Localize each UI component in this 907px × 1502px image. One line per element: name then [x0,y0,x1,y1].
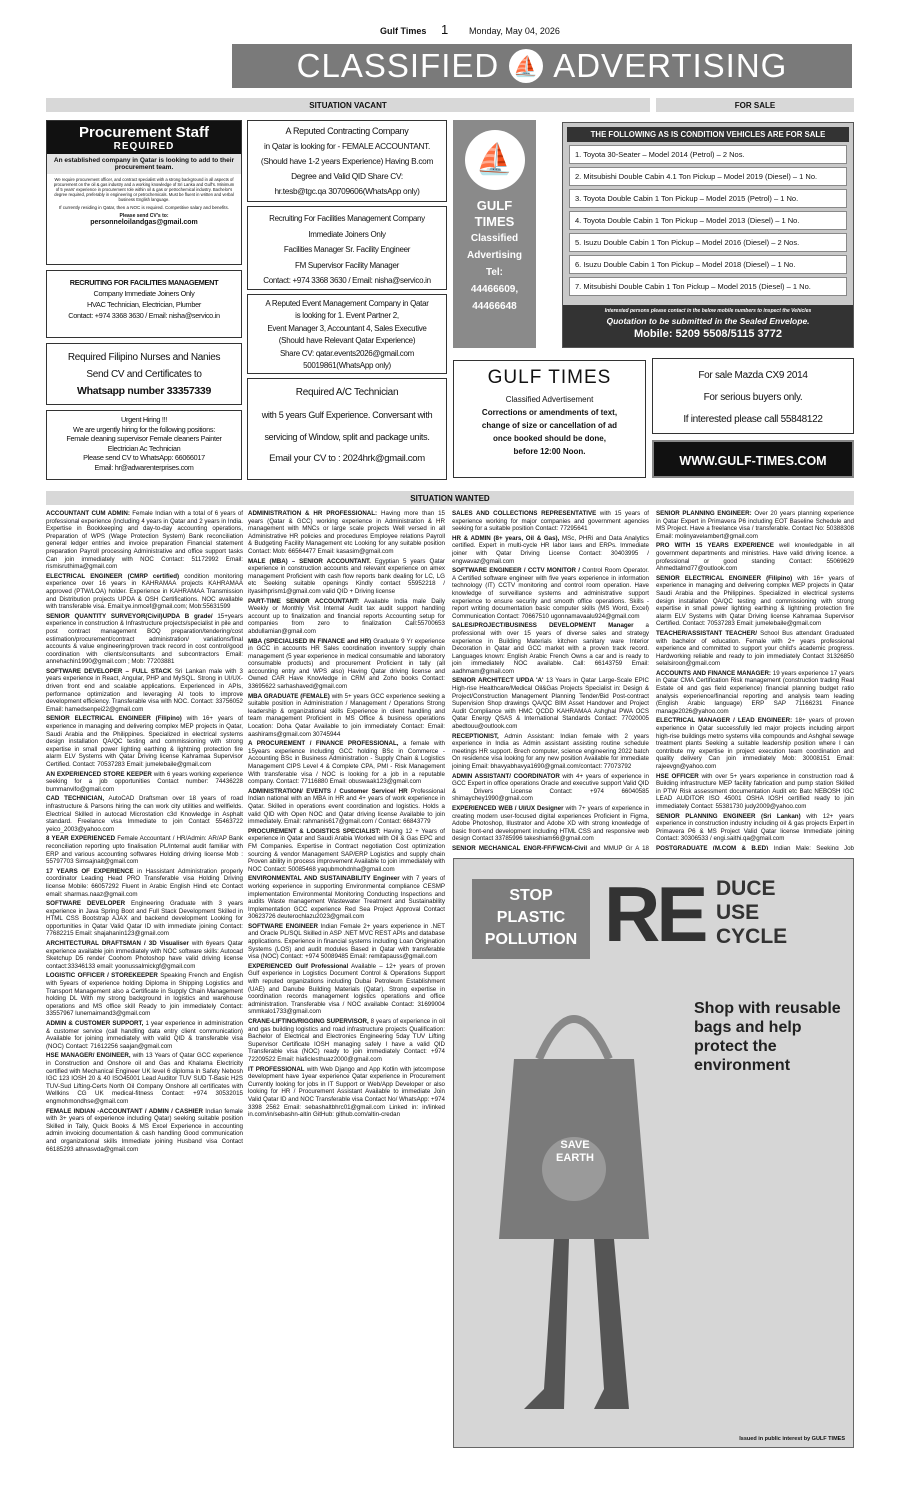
gt-notice-line: Corrections or amendments of text, [481,408,618,417]
vehicles-mobile: Mobile: 5209 5508/5115 3772 [634,328,782,340]
wanted-listing [248,558,445,596]
wanted-listing-heading: SENIOR PLANNING ENGINEER (Sri Lankan) [656,812,801,820]
section-for-sale: FOR SALE [656,98,854,112]
procurement-body: We require procurement officer, and contract specialist with a strong background in all aspects of procurement on the oil & gas industry and a working knowledge of Sri Lanka and Gulf's. Minimum of 5 years' experience in procurement role within oil & gas or petrochemical industry. Bachelor's degree required, preferably in engineering or petrochemicals. Must be fluent in written and verbal business English language. [53,177,235,202]
section-situation-wanted: SITUATION WANTED [46,491,854,505]
wanted-listing-body: Control Room Operator. A Certified software engineer with five years experience in information technology (IT) CCTV monitoring and control room operation. Have knowledge of surveillance systems and administrative support experience to ensure security and smooth office operations. Skills - report writing documentation basic computer skills (MS Word, Excel) Communication Contact: 70667510 ugonnamavaalu924@gmail.com [452,567,649,620]
dhow-icon: ⛵ [465,130,525,190]
facilities2-line: Facilities Manager Sr. Facility Engineer [283,245,411,254]
wanted-listing [248,923,445,961]
contracting-line: in Qatar is looking for - FEMALE ACCOUNTANT. [264,141,430,151]
wanted-listing-heading: LOGISTIC OFFICER / STOREKEEPER [46,972,158,980]
wanted-listing-heading: RECEPTIONIST, [452,732,499,740]
wanted-listing-heading: ELECTRICAL ENGINEER (CMRP certified) [46,572,180,580]
save-text: SAVE [560,1139,590,1151]
wanted-listing-body: Over 20 years planning experience in Qatar Expert in Primavera P6 including EOT Baseline Schedule and MS Project. Have a freelance visa / transferable. Contact No: 50388308 Email: molinyavelambert@gmail.com [656,510,854,540]
wanted-listing [46,1108,243,1154]
facilities1-line: HVAC Technician, Electrician, Plumber [87,300,201,309]
wanted-listing-body: with 13 Years of Qatar GCC experience in Construction and Onshore oil and Gas and Khalama Electricity certified with Mechanical Engineer UK level 6 diploma in Safety Nebosh IGC 123 IOSH 20 & 40 ISO45001 Lead Auditor TUV SUD T-Basic H2S TUV-Sud Lifting-Certs North Oil Company Onshore all certificates with Wellkins CG UK medical-fitness Contact: +974 30532015 engmohmondhse@gmail.com [46,1052,243,1105]
wanted-listing [452,677,649,730]
wanted-listing [452,805,649,843]
ac-line: Email your CV to : 2024hrk@gmail.com [269,453,425,464]
wanted-listing [248,638,445,691]
gulf-times-contact-box [453,120,536,348]
mazda-line: For serious buyers only. [703,392,803,403]
procurement-cv-label: Please send CV's to: [119,213,169,219]
wanted-listing-heading: CRANE-LIFTING/RIGGING SUPERVISOR, [248,1018,369,1025]
ac-line: Required A/C Technician [295,387,399,398]
plastic-slogan: Shop with reusable bags and help protect the environment [694,1000,841,1074]
page-date: Monday, May 04, 2026 [469,26,560,36]
wanted-listing [46,835,243,865]
wanted-listing [248,510,445,556]
wanted-listing-heading: SENIOR ARCHITECT UPDA 'A' [452,677,544,685]
wanted-listing-body: Professional Indian national with an MBA in HR and 4+ years of work experience in Qatar. Skilled in operations event coordination and logistics. Holds a valid QID with Open NOC and Qatar driving license Available to join immediately. Email: rahmanis617@gmail.com / Contact: 66843779 [248,787,445,826]
gulf-times-notice [453,360,646,478]
urgent-line: Urgent Hiring !!! [121,415,167,424]
vehicles-header: THE FOLLOWING AS IS CONDITION VEHICLES ARE FOR SALE [567,127,849,142]
facilities1-line: Contact: +974 3368 3630 / Email: nisha@servico.in [68,311,220,320]
wanted-listing-heading: 8 YEAR EXPERIENCED [46,835,116,843]
wanted-listing [452,510,649,533]
wanted-listing-heading: SENIOR MECHANICAL ENGR-FF/FWCM-Civil [452,844,588,850]
wanted-listing-heading: PROCUREMENT & LOGISTICS SPECIALIST: [248,827,381,835]
wanted-listing-body: 15+years experience in construction & Infrastructure projects/specialist in pile and post contract management BOQ preparation/tendering/cost estimation/procurement/contract administration/ variations/final accounts & value engineering/proven track record in cost control/good coordination with clients/consultants and subcontractors Email: annehachin1990@gmail.com ; Mob: 77203881 [46,612,243,666]
urgent-line: Female cleaning supervisor Female cleaners Painter [66,434,222,444]
wanted-listing-body: MSc, PHRi and Data Analytics certified. Expert in multi-cycle HR labor laws and ERPs. Immediate joiner with Qatar Driving License Contact: 30403995 / engwavaz@gmail.com [452,534,649,565]
wanted-listing-heading: ARCHITECTURAL DRAFTSMAN / 3D Visualiser [46,940,189,948]
ad-vehicles [562,122,854,348]
wanted-listing-body: Egyptian 5 years Qatar experience in construction accounts and relevant experience on amex management Proficient with cash flow reports bank dealing for LC, LG etc Seeking suitable openings Kindly contact 55952218 / ityasirhprism1@gmail.com valid QID + Driving license [248,557,445,595]
banner-left: CLASSIFIED [296,47,500,84]
wanted-listing-body: with 4+ years of experience in GCC Expert in office operations Oracle and executive support Valid QID & Drivers License Contact: +974 66040585 shimaychey1990@gmail.com [452,772,649,803]
wanted-listing-body: Having more than 15 years (Qatar & GCC) working experience in Administration & HR management with MNCs or large scale projects Well versed in all Administrative HR policies and procedures Employee relations Payroll & Budgeting Facility Management etc Looking for any suitable position Contact: Mob: 66564477 Email: kasasim@gmail.com [248,510,445,555]
wanted-listing-body: with 7 years of working experience in supporting Environmental compliance CESMP implementation Environmental Monitoring Conducting Inspections and audits Waste management Wastewater Treatment and Sustainability Implementation GCC experience Red Sea Project Approval Contact 30623726 deuterochlazu2023@gmail.com [248,875,445,921]
ad-nurses [46,343,242,405]
vehicles-quotation: Quotation to be submitted in the Sealed Envelope. [606,316,810,326]
event-line: (Should have Relevant Qatar Experience) [278,336,416,346]
contracting-line: Degree and Valid QID Share CV: [291,171,403,181]
gt-box-line: GULF [476,198,513,213]
wanted-listing-heading: A PROCUREMENT / FINANCE PROFESSIONAL, [248,740,399,748]
wanted-listing [656,813,854,843]
vehicle-item: 2. Mitsubishi Double Cabin 4.1 Ton Pickup – Model 2019 (Diesel) – 1 No. [569,167,847,186]
use-text: USE [716,901,760,924]
wanted-listing [248,693,445,739]
dhow-logo-icon: ⛵ [509,49,543,83]
wanted-listing-body: and MMUP Gr A 18 [590,844,649,850]
wanted-listing-heading: EXPERIENCED Gulf Professional [248,962,349,970]
wanted-listing-body: 1 year experience in administration & customer service (call handling data entry client communication) Available for joining immediately with valid QID & transferable visa (NOC) Contact: 71612256 saajan@gmail.com [46,1020,243,1050]
page-number: 1 [441,22,449,37]
wanted-listing [656,510,854,540]
wanted-listing-heading: ADMIN & CUSTOMER SUPPORT, [46,1020,144,1027]
wanted-listing [46,868,243,898]
stop-plastic-block [472,879,590,959]
wanted-listing [656,575,854,628]
wanted-listing-heading: 17 YEARS OF EXPERIENCE [46,867,134,875]
nurses-line2: Send CV and Certificates to [86,369,202,380]
paper-name: Gulf Times [380,26,427,36]
wanted-listing-heading: ELECTRICAL MANAGER / LEAD ENGINEER: [656,717,793,725]
wanted-listing [656,717,854,770]
vehicle-item: 1. Toyota 30-Seater – Model 2014 (Petrol) – 2 Nos. [569,145,847,164]
procurement-note: If currently residing in Qatar, then a NOC is required. Competitive salary and benefits. [58,205,230,210]
wanted-listing-heading: SENIOR QUANTITY SURVEYOR(Civil)UPDA B grade/ [46,612,213,620]
wanted-listing-heading: SOFTWARE DEVELOPER – FULL STACK [46,667,172,675]
wanted-listing [248,598,445,636]
event-line: Event Manager 3, Accountant 4, Sales Executive [267,323,427,333]
wanted-listing-body: a female with 15years experience including GCC holding BSc in Commerce - Accounting BSc in Business Administration - Supply Chain & Logistics Management CIPS Level 4 & Complete CPA, PMI - Risk Management With transferable visa / NOC is looking for a job in a reputable company. Contact: 77116880 Email: obuswaak123@gmail.com [248,740,445,786]
plastic-text: PLASTIC [496,909,566,926]
wanted-listing-heading: TEACHER/ASSISTANT TEACHER/ [656,629,757,637]
procurement-header [47,121,241,154]
wanted-listing-body: Indian Female 2+ years experience in .NET and Oracle PL/SQL Skilled in ASP .NET MVC REST APIs and database applications. Experience in financial systems including Loan Origination Systems (LOS) and audit modules Based in Qatar with transferable visa (NOC) Contact: +974 50089485 Email: remitapauss@gmail.com [248,922,445,961]
gt-notice-line: change of size or cancellation of ad [481,421,618,430]
wanted-listing-heading: MBA GRADUATE (FEMALE) [248,692,330,700]
wanted-listing [656,845,854,850]
vehicles-footer [563,305,853,347]
vehicle-item: 4. Toyota Double Cabin 1 Ton Pickup – Model 2013 (Diesel) – 1 No. [569,211,847,230]
facilities2-line: Contact: +974 3368 3630 / Email: nisha@servico.in [263,276,431,285]
ad-mazda [652,358,854,434]
wanted-listing-body: with 7+ years of experience in creating modern user-focused digital experiences Proficient in Figma, Adobe Photoshop, Illustrator and Adobe XD with strong knowledge of basic front-end development including HTML CSS and responsive web design Contact 33785996 takeshiam66@gmail.com [452,804,649,843]
wanted-listing-heading: PART-TIME SENIOR ACCOUNTANT: [248,597,360,605]
wanted-listing-body: Graduate 9 Yr experience in GCC in accounts HR Sales coordination inventory supply chain management (5 year experience in medical consumable and laboratory consumable products) and procurement Proficient in tally (all accounting entry and WPS also) Having Qatar driving license and Owned CAR Have Knowledge in CRM and Zoho books Contact: 33695622 sarhashaved@gmail.com [248,637,445,691]
procurement-lead: An established company in Qatar is looking to add to their procurement team. [47,154,241,174]
ad-urgent [46,410,242,480]
wanted-listing-heading: SOFTWARE ENGINEER [248,922,318,930]
wanted-listing [452,535,649,565]
vehicle-item: 5. Isuzu Double Cabin 1 Ton Pickup – Model 2016 (Diesel) – 2 Nos. [569,233,847,252]
event-line: is looking for 1. Event Partner 2, [295,311,399,321]
wanted-listing-body: with 12+ years experience in construction industry including oil & gas projects Expert in Primavera P6 & MS Project Valid Qatar license Immediate joining Contact: 30306533 / engi.saithi.qa@gmail.com [656,812,854,843]
urgent-line: Email: hr@adwarenterprises.com [94,462,194,472]
wanted-listing [452,773,649,803]
stop-text: STOP [509,887,553,904]
contracting-line: hr.tesb@tgc.qa 30709606(WhatsApp only) [274,186,420,196]
facilities2-line: Immediate Joiners Only [308,229,386,239]
gt-box-line: 44466609, [470,284,519,295]
wanted-column-3 [452,510,649,850]
pollution-text: POLLUTION [484,931,578,948]
wanted-listing [248,788,445,826]
wanted-listing-heading: CAD TECHNICIAN, [46,795,105,803]
ac-line: with 5 years Gulf Experience. Conversant with [261,410,433,420]
wanted-listing-body: School Bus attendant Graduated with bachelor of education. Female with 2+ years professional experience and committed to support your child's academic progress. Hardworking reliable and ready to join immediately Contact 31326850 selalsiroon@gmail.com [656,629,854,668]
vehicle-item: 7. Mitsubishi Double Cabin 1 Ton Pickup – Model 2015 (Diesel) – 1 No. [569,277,847,296]
wanted-listing [248,875,445,921]
wanted-listing-heading: FEMALE INDIAN -ACCOUNTANT / ADMIN / CASHIER [46,1107,203,1115]
event-line: 50019861(WhatsApp only) [303,361,391,371]
wanted-listing-heading: SALES AND COLLECTIONS REPRESENTATIVE [452,510,597,517]
masthead [0,0,907,44]
wanted-listing-body: with 16+ years of experience in managing and delivering complex MEP projects in Qatar, Saudi Arabia and the Philippines. Specialized in electrical systems design installation QA/QC testing and commissioning with strong expertise in small power lighting earthing & lightning protection fire alarm ELV Systems with Qatar Driving license Kahramaa Supervisor Certified. Contact: 70537283 Email: jumelebaile@gmail.com [46,715,243,768]
wanted-listing-body: Indian female with 3+ years of experience including Qatar) seeking suitable position Skilled in Tally, Quick Books & MS Excel Experience in accounting admin invoicing documentation & cash handling Good communication and organizational skills Immediate joining Husband visa Contact 66185293 athnasvda@gmail.com [46,1107,243,1153]
wanted-listing-body: 19 years experience 17 years in Qatar CMA Certification Risk management (construction trading Real Estate oil and gas field experience) financial planning budget ratio analysis experience/financial reporting and analysis team leading (English Arabic language) ERP SAP 71166231 Finance manage2026@yahoo.com [656,669,854,715]
banner-right: ADVERTISING [553,47,788,84]
mazda-line: For sale Mazda CX9 2014 [698,370,808,381]
gt-box-line: Advertising [466,250,522,261]
wanted-listing-body: with 6years Qatar experience available join immediately with NOC software skills: Autocad Sketchup D5 render Coohom Photoshop have valid driving license contact:33346133 email: yoonussalmickgf@gmail.com [46,940,243,970]
leg-icon [594,1239,629,1409]
wanted-listing [452,567,649,620]
procurement-email: personneloilandgas@gmail.com [90,219,198,226]
wanted-listing-body: with 15 years of experience working for major companies and government agencies seeking for a suitable position Contact: 77295641 [452,510,649,533]
vehicle-item: 3. Toyota Double Cabin 1 Ton Pickup – Model 2015 (Petrol) – 1 No. [569,189,847,208]
contracting-line: (Should have 1-2 years Experience) Having B.com [260,156,434,166]
gt-box-line: TIMES [474,214,515,229]
wanted-listing-heading: AN EXPERIENCED STORE KEEPER [46,770,152,778]
facilities2-line: FM Supervisor Facility Manager [295,260,399,270]
wanted-column-1 [46,510,243,1440]
wanted-listing-heading: SENIOR PLANNING ENGINEER: [656,510,752,517]
wanted-listing [46,668,243,714]
nurses-title: Required Filipino Nurses and Nanies [67,352,221,363]
wanted-listing-heading: SOFTWARE DEVELOPER [46,900,126,908]
wanted-listing-body: with 6 years working experience seeking for a job opportunities Contact number: 74436228 bummanvifo@gmail.com [46,770,243,793]
wanted-column-2 [248,510,445,1440]
wanted-listing-body: with 16+ years of experience in managing and delivering complex MEP projects in Qatar Saudi Arabia and the Philippines. Specialized in electrical systems design installation QA/QC testing and commissioning with strong expertise in small power lighting earthing & lightning protection fire alarm ELV Systems with Qatar Driving license Kahramaa Supervisor Certified. Contact: 70537283 Email: jumelebaile@gmail.com [656,574,854,628]
mazda-line: If interested please call 55848122 [683,414,823,425]
wanted-listing-heading: ACCOUNTS AND FINANCE MANAGER: [656,669,771,677]
wanted-listing-heading: ADMIN ASSISTANT/ COORDINATOR [452,772,560,780]
wanted-listing [656,630,854,668]
wanted-listing-body: a professional with over 15 years of diverse sales and strategy experience in Building Materials kitchen sanitary ware Interior Decoration in Qatar and GCC market with a proven track record. Languages known: English Arabic French Owns a car and is ready to join immediately NOC available. Call: 66143759 Email: aadhmam@gmail.com [452,622,649,675]
facilities2-line: Recruiting For Facilities Management Company [269,214,425,223]
wanted-listing [46,940,243,970]
ad-stop-plastic [453,858,854,1448]
bag-text [540,1139,610,1165]
earth-text: EARTH [556,1152,594,1164]
wanted-listing-body: 8 years of experience in oil and gas building logistics and road infrastructure projects Qualification: Bachelor of Electrical and Electronics Engineering 5day TUV Lifting Supervisor Certificate IOSH managing safely I have a valid QID Transferable visa (NOC) ready to join immediately Contact: +974 72209522 Email: hiaficlesthuaz2000@gmail.com [248,1018,445,1063]
wanted-listing-body: Available India male Daily Weekly or Monthly Visit Internal Audit tax audit support handling account up to finalization and financial reports Accounting setup for companies from zero to finalization Call:55700653 abdullamian@gmail.com [248,597,445,635]
wanted-listing-body: 13 Years in Qatar Large-Scale EPIC High-rise Healthcare/Medical Oil&Gas Projects Specialist in: Design & Project/Construction Management Planning Tender/Bid Post-contract Supervision Shop drawings QA/QC BIM Asset Handover and Project Audit Compliance with HMC QCDD KAHRAMAA Ashghal PWA OCS Qatar Energy QSAS & International Standards Contact: 77020005 abedtouu@outlook.com [452,677,649,731]
gt-box-line: Tel: [485,267,504,278]
gt-box-line: Classified [470,233,519,244]
contracting-line: A Reputed Contracting Company [285,126,409,136]
wanted-listing [46,771,243,794]
wanted-listing-body: Sri Lankan male with 3 years experience in React, Angular, PHP and MySQL. Strong in UI/UX-driven front end and scalable applications. Experienced in APIs, performance optimization and leveraging AI tools to improve development efficiency. Transferable visa with NOC. Contact: 33756052 Email: hamedsenpei22@gmail.com [46,667,243,713]
wanted-listing-body: Engineering Graduate with 3 years experience in Java Spring Boot and Full Stack Development Skilled in HTML CSS Bootstrap AJAX and backend development Looking for opportunities in Qatar Valid Qatar ID with immediate joining Contact: 77682215 Email: shajahanin123@gmail.com [46,900,243,938]
wanted-listing-body: Female Accountant / HR/Admin: AR/AP Bank reconciliation reporting upto finalisation PL/Internal audit familiar with ERP and various accounting softwares Holding driving license Mob : 55797703 Simsajnait@gmail.com [46,835,243,866]
wanted-listing [656,670,854,716]
wanted-listing-body: AutoCAD Draftsman over 18 years of road infrastructure & Parsons hiring the can work city utilities and wellfields. Electrical Skilled in autocad Microstation c3d Knowledge in Asphalt standard. Freelance visa Immediate to join Contact 55463722 yeico_2003@yahoo.com [46,795,243,833]
wanted-column-4 [656,510,854,850]
wanted-listing-body: Admin Assistant: Indian female with 2 years experience in India as Admin assistant assisting routine schedule meetings HR support. Brech computer, science engineering 2022 batch On residence visa looking for any new position Available for immediate joining Email: bhavyabhavya1690@gmail.com/contact: 77073792 [452,732,649,770]
vehicles-note: Interested persons please contact in the below mobile numbers to inspect the Vehicles [604,308,812,314]
classified-banner [232,44,852,88]
gt-notice-line: before 12:00 Noon. [513,447,586,456]
wanted-listing-body: in Hassistant Administration properly coordinator Leading Head PRO Transferable visa Holding Driving license Mobile: 66057292 Fluent in Arabic English Hindi etc Contact email: sharmas.naaz@gmail.com [46,867,243,898]
wanted-listing-body: Female Indian with a total of 6 years of professional experience (including 4 years in Qatar and 2 years in India. Expertise in Bookkeeping and day-to-day accounting operations, Preparation of WPS (Wage Protection System) Bank reconciliation general ledger entries and invoice preparation Financial statement preparation Payroll processing Administrative and office support tasks Can join immediately with NOC Contact: 51172992 Email: rismisruthima@gmail.com [46,510,243,571]
wanted-listing [46,1052,243,1105]
wanted-listing-heading: SENIOR ELECTRICAL ENGINEER (Filipino) [656,574,793,582]
wanted-listing-heading: SOFTWARE ENGINEER / CCTV MONITOR / [452,567,580,575]
section-situation-vacant: SITUATION VACANT [46,98,650,112]
wanted-listing [46,715,243,768]
wanted-listing-heading: MBA (SPECIALISED IN FINANCE and HR) [248,637,372,645]
website-banner[interactable]: WWW.GULF-TIMES.COM [652,440,854,478]
wanted-listing [46,613,243,666]
wanted-listing-body: with Web Django and App Kotlin with jetcompose development have 1year experience Qatar experience in Procurement Currently looking for jobs in IT Support or Web/App Developer or also looking for HR / Procurement Assistant Available to immediate Join Valid Qatar ID and NOC Transferable visa Contact No/ WhatsApp: +974 3398 2562 Email: sebashaltbhrc01@gmail.com Linked in: in/linked in.com/in/sebashn-altin GitHub: github.com/altin-credan [248,1065,445,1119]
nurses-line3: Whatsapp number 33357339 [76,385,212,397]
ac-line: servicing of Window, split and package units. [264,432,430,442]
re-words [716,877,787,949]
event-line: A Reputed Event Management Company in Qatar [265,299,429,308]
wanted-listing [452,733,649,771]
wanted-listing [248,1066,445,1119]
wanted-listing-heading: SALES/PROJECT/BUSINESS DEVELOPMENT Manager [452,622,634,630]
wanted-listing-heading: ENVIRONMENTAL AND SUSTAINABILITY Engineer [248,875,400,883]
facilities1-line: Company Immediate Joiners Only [93,289,195,298]
wanted-listing [46,900,243,938]
event-line: Share CV: qatar.events2026@gmail.com [280,348,414,358]
ad-contracting [247,120,447,202]
ad-facilities-2 [247,206,447,290]
wanted-listing-heading: MALE (MBA) – SENIOR ACCOUNTANT. [248,557,371,565]
wanted-listing-heading: PRO WITH 15 YEARS EXPERIENCE [656,542,774,550]
wanted-listing-heading: ACCOUNTANT CUM ADMIN: [46,510,130,517]
wanted-listing [46,972,243,1018]
wanted-listing-body: well knowledgable in all government departments and ministries. Have valid driving licence. a professional or good standing Contact: 55069629 Ahmedtalmd77@outlook.com [656,542,854,573]
ad-event [247,294,447,374]
ad-ac-technician [247,378,447,480]
wanted-listing [46,1020,243,1050]
wanted-listing-heading: SENIOR ELECTRICAL ENGINEER (Filipino) [46,715,182,723]
wanted-listing-body: with over 5+ years experience in construction road & Building infrastructure MEP facility fabrication and pump station Skilled in PTW Risk assessment documentation Audit etc Batc NEBOSH IGC LEAD AUDITOR ISO 45001 OSHA IOSH certified ready to join immediately Contact: 55381730 judy2009@yahoo.com [656,772,854,810]
cycle-text: CYCLE [716,925,788,948]
wanted-listing-heading: HSE MANAGER/ ENGINEER, [46,1052,131,1060]
gt-notice-line: Classified Advertisement [505,395,594,404]
procurement-title: Procurement Staff [78,124,210,141]
procurement-required: REQUIRED [113,141,175,152]
wanted-listing [248,828,445,874]
urgent-line: We are urgently hiring for the following positions: [73,424,215,434]
wanted-listing [46,573,243,611]
wanted-listing-heading: IT PROFESSIONAL [248,1065,305,1073]
ad-facilities-1 [46,270,242,338]
wanted-listing [248,740,445,786]
wanted-listing [248,1018,445,1064]
wanted-listing-heading: HR & ADMIN (8+ years, Oil & Gas), [452,534,560,542]
gt-box-line: 44466648 [472,301,517,312]
wanted-listing-heading: ADMINISTRATION & HR PROFESSIONAL: [248,510,378,517]
wanted-listing [248,963,445,1016]
wanted-listing-body: Speaking French and English with 5years of experience holding Diploma in Shipping Logistics and Transport Management also a Certificate in Supply Chain Management holding DL With my strong background in logistics and warehouse operations and MS office skill Ready to join immediately Contact: 33557967 lunemaimand3@gmail.com [46,972,243,1018]
bag-handle-icon [539,1019,609,1059]
wanted-listing-body: Available – 12+ years of proven Gulf experience in Logistics Document Control & Operations Support with reputed organizations including Dubai Petroleum Establishment (UAE) and Danube Building Materials (Qatar). Strong expertise in coordination records management logistics operations and office administration. Transferable visa / NOC available Contact: 31699004 smmkalo1733@gmail.com [248,962,445,1016]
urgent-line: Please send CV to WhatsApp: 66066017 [83,453,205,463]
ad-procurement [46,120,242,265]
wanted-listing [452,845,649,850]
wanted-listing-body: with 5+ years GCC experience seeking a suitable position in Administration / Management / Operations Strong leadership & organizational skills Experience in client handling and team management Proficient in MS Office & business operations Location: Doha Qatar Available to join immediately Contact: Email: aashirams@gmail.com 30745944 [248,692,445,738]
wanted-listing [656,542,854,572]
wanted-listing-body: condition monitoring experience over 16 years in KAHRAMAA projects KAHRAMAA approved (PTW/LOA) holder. Experience in KAHRAMAA Transmission and Distribution projects UPDA & OSH Certifications. NOC available with transferable visa. Email:ye.inmcef@gmail.com; Mob:55631599 [46,572,243,611]
wanted-listing [46,795,243,833]
wanted-listing-heading: ADMINISTRATION/ EVENTS / Customer Service/ HR [248,787,408,795]
wanted-listing-body: Indian Male: Seeking Job [773,844,854,850]
wanted-listing [452,622,649,675]
wanted-listing-body: Having 12 + Years of experience in Qatar and Saudi Arabia Worked with Oil & Gas EPC and FM Companies. Expertise in Contract negotiation Cost optimization sourcing & vendor Management SAP/ERP Logistics and supply chain Proven ability in process improvement Available to join immediately with NOC Contact: 50085468 yaqubmohdnha@gmail.com [248,827,445,873]
wanted-listing-heading: EXPERIENCED WEB / UI/UX Designer [452,804,564,812]
vehicle-item: 6. Isuzu Double Cabin 1 Ton Pickup – Model 2018 (Diesel) – 1 No. [569,255,847,274]
wanted-listing-heading: POSTGRADUATE (M.COM & B.ED) [656,844,769,850]
reusable-bag-illustration [484,989,664,1429]
wanted-listing [46,510,243,571]
wanted-listing-heading: HSE OFFICER [656,772,699,780]
wanted-listing-body: 18+ years of proven experience in Qatar successfully led major projects including airport high-rise buildings metro systems villa compounds and Ashghal sewage treatment plants Seeking a suitable leadership position where I can contribute my expertise in project execution team coordination and quality delivery Can join immediately Mob: 30008151 Email: rajeevgn@yahoo.com [656,717,854,770]
urgent-line: Electrician Ac Technician [107,443,181,453]
gt-notice-title: GULF TIMES [487,367,612,388]
gt-notice-line: once booked should be done, [493,434,606,443]
leg-icon [524,1239,569,1409]
duce-text: DUCE [716,877,776,900]
wanted-listing [656,773,854,811]
re-big: RE [604,870,705,958]
plastic-footer: Issued in public interest by GULF TIMES [739,1436,845,1442]
facilities1-line: RECRUITING FOR FACILITIES MANAGEMENT [69,278,219,287]
